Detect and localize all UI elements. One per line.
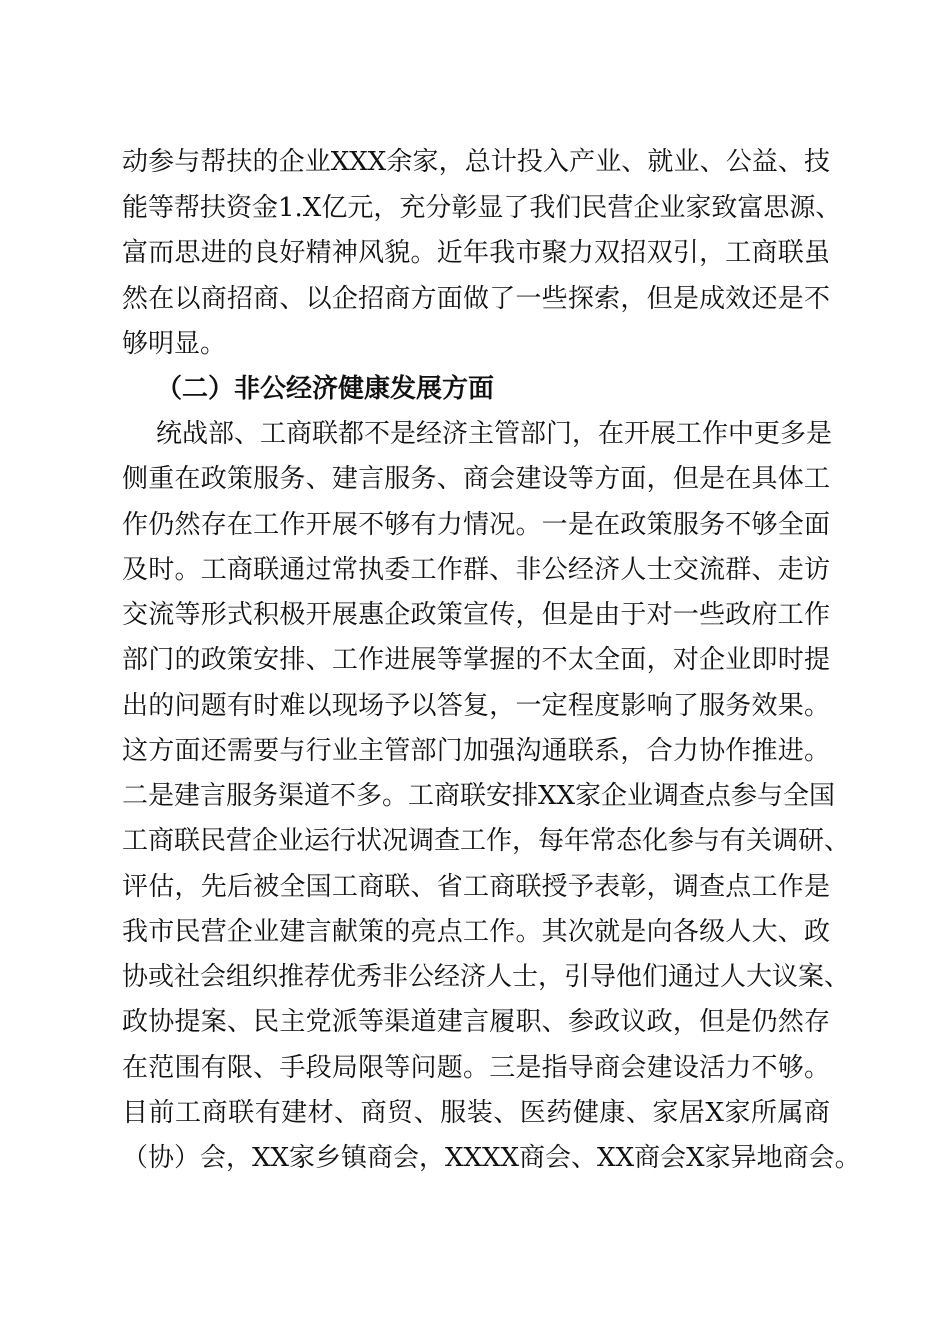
paragraph-line: 工商联民营企业运行状况调查工作，每年常态化参与有关调研、 [122, 826, 851, 856]
paragraph-line: 协或社会组织推荐优秀非公经济人士，引导他们通过人大议案、 [122, 962, 851, 992]
paragraph-line: 这方面还需要与行业主管部门加强沟通联系，合力协作推进。 [122, 736, 830, 766]
paragraph-line: （协）会，XX家乡镇商会，XXXX商会、XX商会X家异地商会。 [122, 1143, 861, 1173]
paragraph-line: 二是建言服务渠道不多。工商联安排XX家企业调查点参与全国 [122, 781, 836, 811]
paragraph-line: 政协提案、民主党派等渠道建言履职、参政议政，但是仍然存 [122, 1007, 830, 1037]
paragraph-line: 富而思进的良好精神风貌。近年我市聚力双招双引，工商联虽 [122, 238, 830, 268]
paragraph-line: 然在以商招商、以企招商方面做了一些探索，但是成效还是不 [122, 284, 830, 314]
paragraph-line: 部门的政策安排、工作进展等掌握的不太全面，对企业即时提 [122, 645, 830, 675]
paragraph-line: 评估，先后被全国工商联、省工商联授予表彰，调查点工作是 [122, 872, 830, 902]
paragraph-line: 目前工商联有建材、商贸、服装、医药健康、家居X家所属商 [122, 1098, 830, 1128]
paragraph-line: 我市民营企业建言献策的亮点工作。其次就是向各级人大、政 [122, 917, 830, 947]
paragraph-line: 侧重在政策服务、建言服务、商会建设等方面，但是在具体工 [122, 464, 830, 494]
paragraph-line: 统战部、工商联都不是经济主管部门，在开展工作中更多是 [156, 419, 833, 449]
paragraph-line: 能等帮扶资金1.X亿元，充分彰显了我们民营企业家致富思源、 [122, 193, 842, 223]
paragraph-line: 交流等形式积极开展惠企政策宣传，但是由于对一些政府工作 [122, 600, 830, 630]
paragraph-line: 作仍然存在工作开展不够有力情况。一是在政策服务不够全面 [122, 510, 830, 540]
paragraph-line: 动参与帮扶的企业XXX余家，总计投入产业、就业、公益、技 [122, 147, 830, 177]
paragraph-line: 在范围有限、手段局限等问题。三是指导商会建设活力不够。 [122, 1053, 830, 1083]
paragraph-line: 够明显。 [122, 329, 227, 359]
paragraph-line: 出的问题有时难以现场予以答复，一定程度影响了服务效果。 [122, 691, 830, 721]
section-heading: （二）非公经济健康发展方面 [156, 374, 495, 404]
paragraph-line: 及时。工商联通过常执委工作群、非公经济人士交流群、走访 [122, 555, 830, 585]
